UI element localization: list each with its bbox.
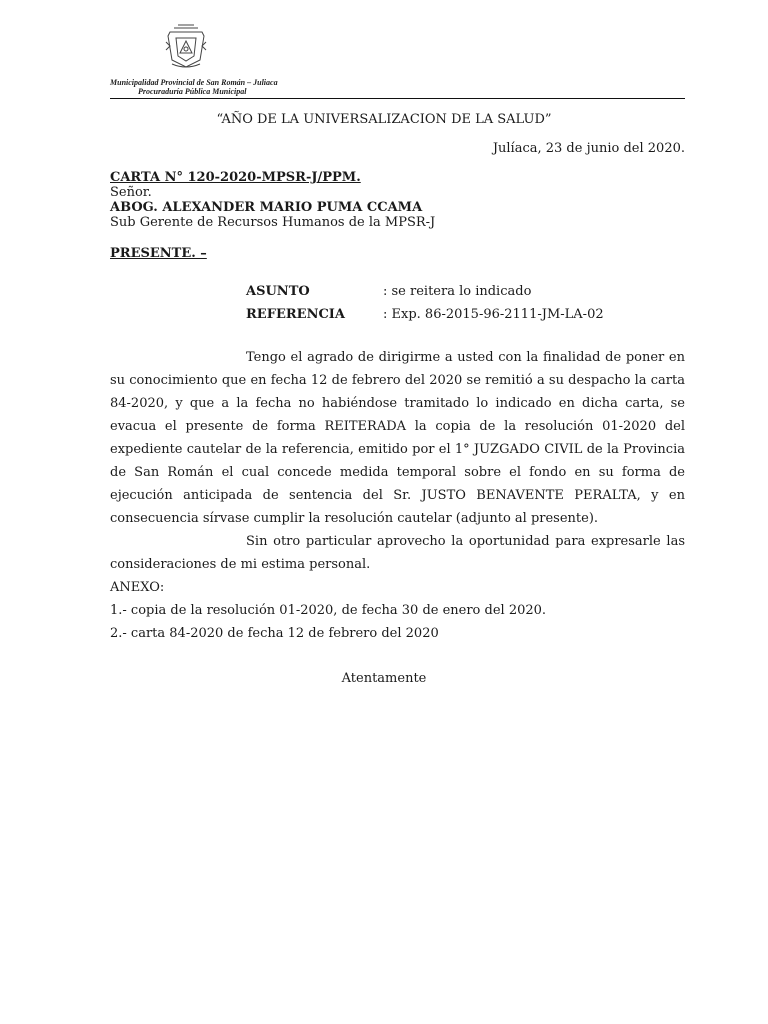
letter-body (110, 346, 685, 645)
subject-label: ASUNTO (246, 284, 310, 299)
closing: Atentamente (341, 671, 427, 686)
org-name-line: Municipalidad Provincial de San Román – Juliaca (110, 78, 278, 87)
annex-item-2: 2.- carta 84-2020 de fecha 12 de febrero del 2020 (110, 626, 439, 641)
year-motto: “AÑO DE LA UNIVERSALIZACION DE LA SALUD” (216, 112, 552, 127)
annex-title: ANEXO: (110, 580, 165, 595)
reference-label: REFERENCIA (246, 307, 345, 322)
body-paragraph-2: Sin otro particular aprovecho la oportunidad para expresarle las consideraciones de mi estima personal. (110, 534, 685, 572)
header-divider (110, 98, 685, 99)
letter-number: CARTA N° 120-2020-MPSR-J/PPM. (110, 170, 361, 185)
organization-header (110, 78, 278, 96)
municipal-seal-logo (162, 22, 210, 70)
subject-value: : se reitera lo indicado (383, 284, 532, 299)
recipient-title: Sub Gerente de Recursos Humanos de la MPSR-J (110, 215, 436, 230)
annex-item-1: 1.- copia de la resolución 01-2020, de fecha 30 de enero del 2020. (110, 603, 547, 618)
reference-value: : Exp. 86-2015-96-2111-JM-LA-02 (383, 307, 604, 322)
salutation: Señor. (110, 185, 152, 200)
body-paragraph-1: Tengo el agrado de dirigirme a usted con la finalidad de poner en su conocimiento que en fecha 12 de febrero del 2020 se remitió a su despacho la carta 84-2020, y que a la fecha no habiéndose tramitado lo indicado en dicha carta, se evacua el presente de forma REITERADA la copia de la resolución 01-2020 del expediente cautelar de la referencia, emitido por el 1° JUZGADO CIVIL de la Provincia de San Román el cual concede medida temporal sobre el fondo en su forma de ejecución anticipada de sentencia del Sr. JUSTO BENAVENTE PERALTA, y en consecuencia sírvase cumplir la resolución cautelar (adjunto al presente). (110, 350, 685, 526)
org-office-line: Procuraduría Pública Municipal (138, 87, 247, 96)
recipient-name: ABOG. ALEXANDER MARIO PUMA CCAMA (110, 200, 423, 215)
place-date: Julíaca, 23 de junio del 2020. (492, 141, 685, 156)
presente-heading: PRESENTE. – (110, 246, 207, 261)
